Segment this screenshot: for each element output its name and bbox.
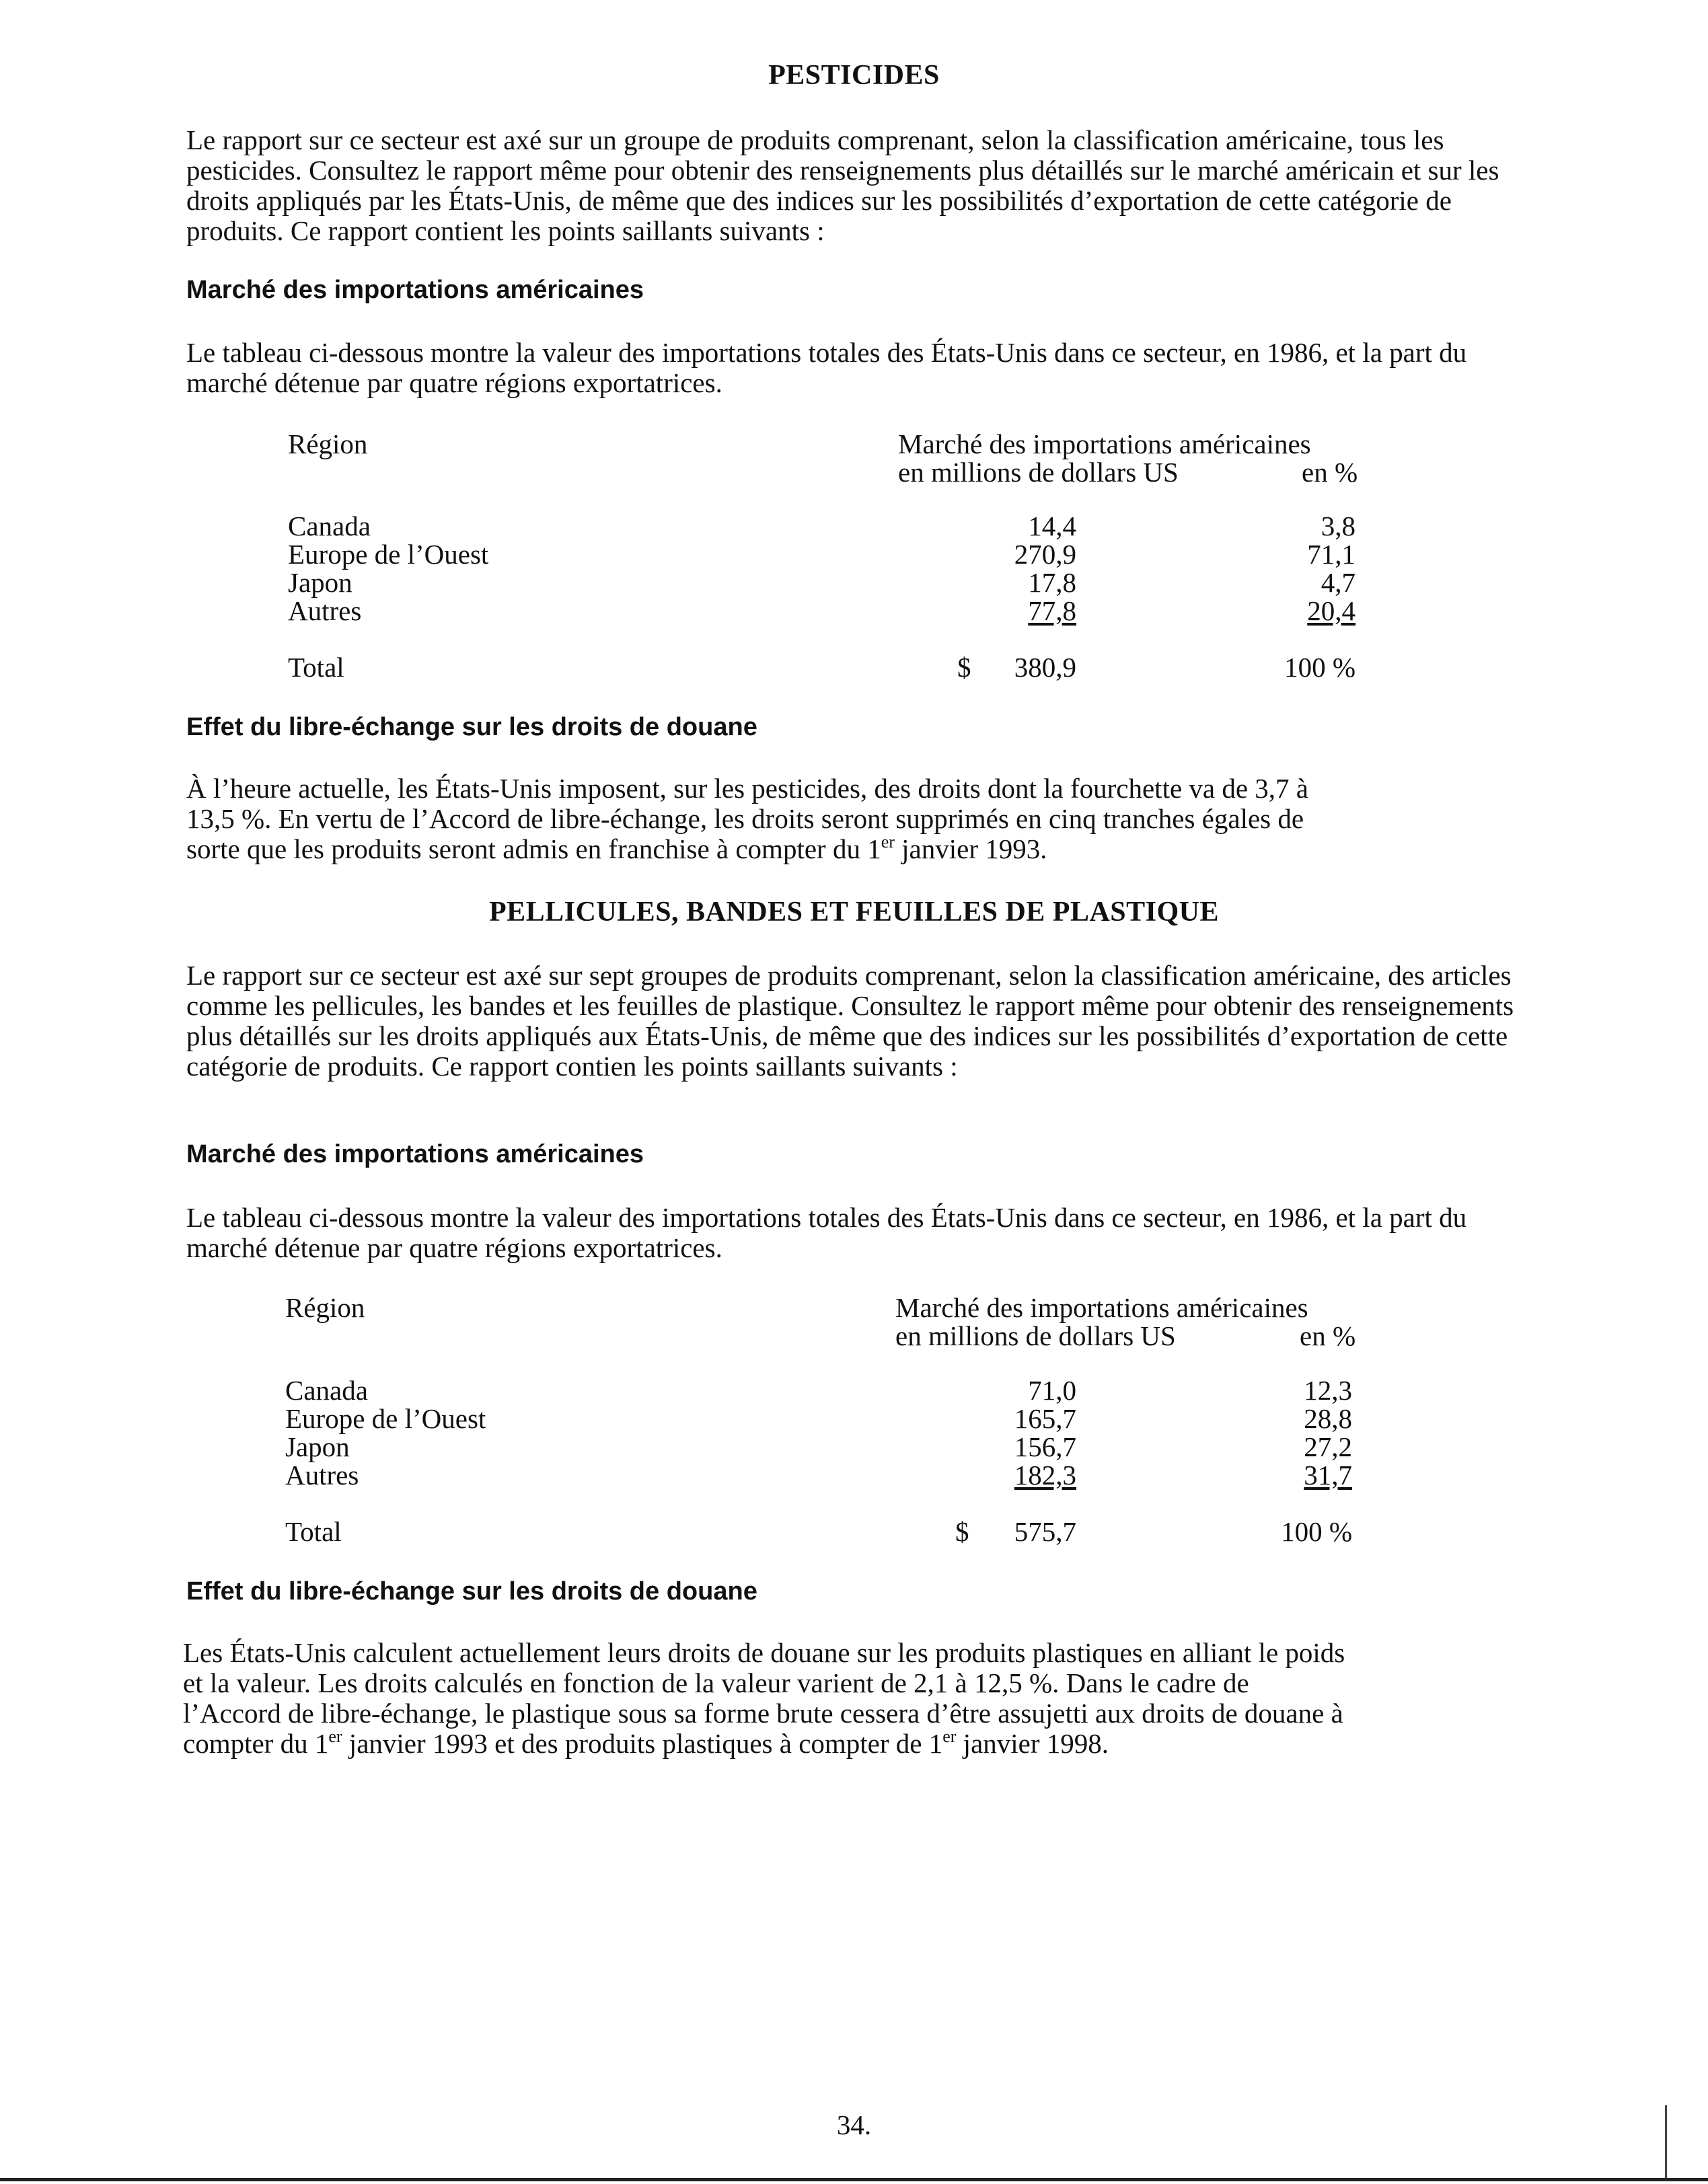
effect-heading-pesticides: Effet du libre-échange sur les droits de douane: [186, 713, 757, 741]
effect-line: [183, 1729, 1109, 1759]
row-value: 270,9: [1014, 539, 1076, 570]
column-header-value: en millions de dollars US: [895, 1320, 1176, 1351]
intro-paragraph-plastique: Le rapport sur ce secteur est axé sur sept groupes de produits comprenant, selon la classification américaine, des articles comme les pellicules, les bandes et les feuilles de plastique. Consultez le rapport même pour obtenir des renseignements plus détaillés sur les droits appliqués aux États-Unis, de même que des indices sur les possibilités d’exportation de cette catégorie de produits. Ce rapport contien les points saillants suivants :: [186, 960, 1514, 1082]
effect-line: [186, 834, 1047, 864]
column-header-value: en millions de dollars US: [898, 457, 1179, 488]
market-heading-plastique: Marché des importations américaines: [186, 1140, 644, 1168]
row-region: Autres: [288, 595, 362, 626]
market-text-plastique: Le tableau ci-dessous montre la valeur des importations totales des États-Unis dans ce secteur, en 1986, et la part du marché détenue par quatre régions exportatrices.: [186, 1202, 1467, 1263]
row-value: 77,8: [1028, 595, 1076, 626]
row-region: Canada: [285, 1375, 368, 1406]
column-header-pct: en %: [1300, 1320, 1356, 1351]
row-value: 71,0: [1028, 1375, 1076, 1406]
total-currency: $: [957, 652, 971, 683]
row-value: 165,7: [1014, 1403, 1076, 1434]
row-region: Canada: [288, 511, 371, 541]
column-header-pct: en %: [1302, 457, 1358, 488]
row-value: 17,8: [1028, 567, 1076, 598]
column-header-market: Marché des importations américaines: [895, 1292, 1308, 1323]
row-pct: 20,4: [1307, 595, 1356, 626]
page-number: 34.: [836, 2109, 872, 2140]
total-label: Total: [288, 652, 344, 683]
row-pct: 3,8: [1321, 511, 1356, 541]
scan-edge-line: [1665, 2105, 1667, 2178]
total-value: 575,7: [1014, 1516, 1076, 1547]
section-title-pesticides: PESTICIDES: [768, 60, 940, 91]
row-region: Autres: [285, 1460, 359, 1491]
row-pct: 71,1: [1307, 539, 1356, 570]
effect-line: et la valeur. Les droits calculés en fonction de la valeur varient de 2,1 à 12,5 %. Dans le cadre de: [183, 1667, 1249, 1698]
row-pct: 27,2: [1304, 1431, 1352, 1462]
row-region: Japon: [288, 567, 352, 598]
total-currency: $: [955, 1516, 969, 1547]
effect-text: janvier 1998.: [956, 1728, 1109, 1759]
column-header-region: Région: [285, 1292, 365, 1323]
effect-line: l’Accord de libre-échange, le plastique sous sa forme brute cessera d’être assujetti aux droits de douane à: [183, 1698, 1343, 1729]
section-title-plastique: PELLICULES, BANDES ET FEUILLES DE PLASTIQUE: [488, 897, 1220, 928]
row-pct: 28,8: [1304, 1403, 1352, 1434]
effect-text: janvier 1993 et des produits plastiques à compter de 1: [342, 1728, 943, 1759]
row-pct: 31,7: [1304, 1460, 1352, 1491]
effect-line: 13,5 %. En vertu de l’Accord de libre-échange, les droits seront supprimés en cinq tranches égales de: [186, 803, 1304, 834]
column-header-region: Région: [288, 428, 368, 459]
row-region: Europe de l’Ouest: [285, 1403, 486, 1434]
total-pct: 100 %: [1284, 652, 1356, 683]
superscript: er: [881, 832, 895, 852]
total-pct: 100 %: [1281, 1516, 1352, 1547]
effect-heading-plastique: Effet du libre-échange sur les droits de douane: [186, 1577, 757, 1606]
market-text-pesticides: Le tableau ci-dessous montre la valeur des importations totales des États-Unis dans ce secteur, en 1986, et la part du marché détenue par quatre régions exportatrices.: [186, 337, 1467, 398]
row-pct: 4,7: [1321, 567, 1356, 598]
column-header-market: Marché des importations américaines: [898, 428, 1311, 459]
intro-paragraph-pesticides: Le rapport sur ce secteur est axé sur un groupe de produits comprenant, selon la classification américaine, tous les pesticides. Consultez le rapport même pour obtenir des renseignements plus détaillés sur le marché américain et sur les droits appliqués par les États-Unis, de même que des indices sur les possibilités d’exportation de cette catégorie de produits. Ce rapport contient les points saillants suivants :: [186, 124, 1499, 246]
effect-text: janvier 1993.: [894, 833, 1047, 864]
total-label: Total: [285, 1516, 342, 1547]
effect-text: compter du 1: [183, 1728, 329, 1759]
row-value: 182,3: [1014, 1460, 1076, 1491]
row-pct: 12,3: [1304, 1375, 1352, 1406]
total-value: 380,9: [1014, 652, 1076, 683]
row-value: 156,7: [1014, 1431, 1076, 1462]
effect-text: sorte que les produits seront admis en franchise à compter du 1: [186, 833, 881, 864]
row-region: Japon: [285, 1431, 350, 1462]
effect-line: À l’heure actuelle, les États-Unis imposent, sur les pesticides, des droits dont la fourchette va de 3,7 à: [186, 773, 1309, 804]
row-value: 14,4: [1028, 511, 1076, 541]
market-heading-pesticides: Marché des importations américaines: [186, 276, 644, 304]
superscript: er: [328, 1727, 342, 1746]
scan-bottom-edge: [0, 2178, 1708, 2181]
row-region: Europe de l’Ouest: [288, 539, 489, 570]
superscript: er: [942, 1727, 957, 1746]
effect-line: Les États-Unis calculent actuellement leurs droits de douane sur les produits plastiques en alliant le poids: [183, 1637, 1345, 1668]
